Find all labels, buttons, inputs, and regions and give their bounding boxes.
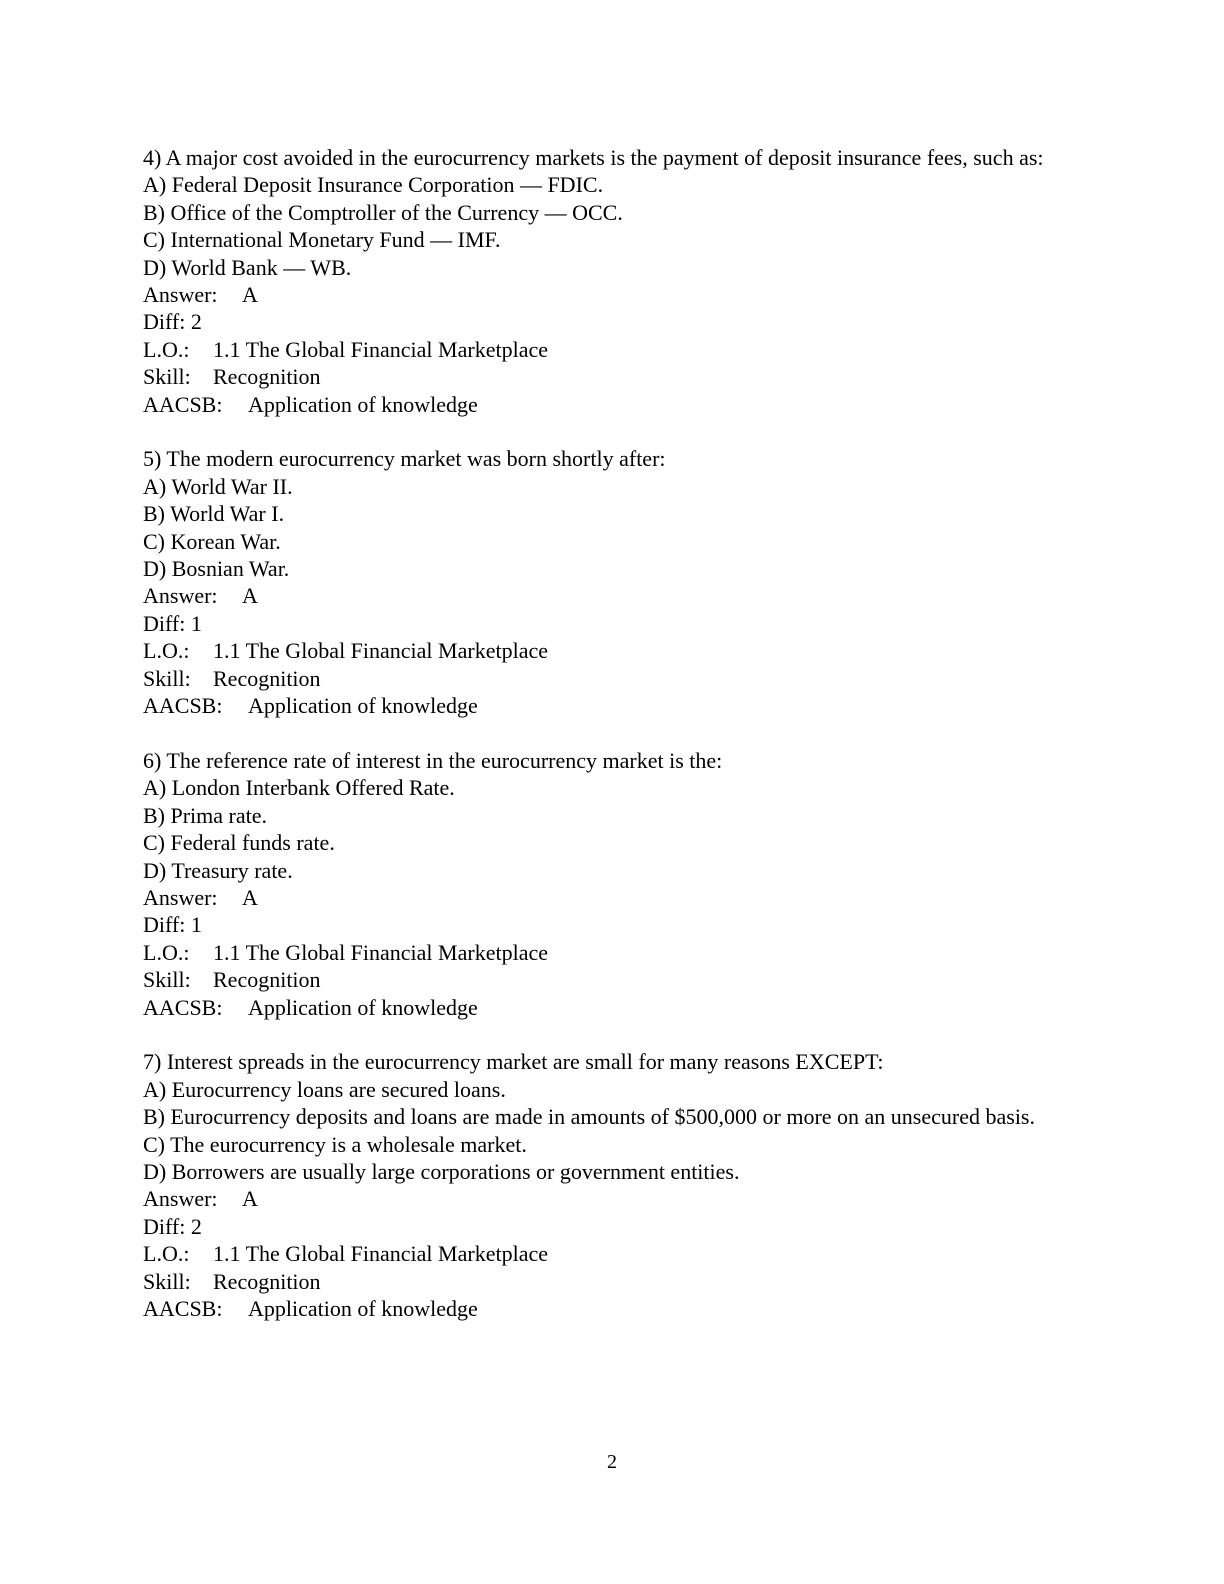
question-7 xyxy=(143,1048,1083,1322)
aacsb-line xyxy=(143,1295,1083,1322)
aacsb-value: Application of knowledge xyxy=(248,1296,478,1322)
option-a: A) London Interbank Offered Rate. xyxy=(143,775,455,801)
skill-value: Recognition xyxy=(213,1268,321,1294)
answer-label: Answer: xyxy=(143,884,218,910)
answer-line xyxy=(143,884,1083,911)
learning-objective-line xyxy=(143,1240,1083,1267)
learning-objective-line xyxy=(143,939,1083,966)
answer-label: Answer: xyxy=(143,282,218,308)
lo-label: L.O.: xyxy=(143,638,190,664)
lo-value: 1.1 The Global Financial Marketplace xyxy=(213,336,548,362)
skill-line xyxy=(143,363,1083,390)
option-b: B) Prima rate. xyxy=(143,802,268,828)
aacsb-line xyxy=(143,994,1083,1021)
skill-value: Recognition xyxy=(213,364,321,390)
option-b: B) Office of the Comptroller of the Currency — OCC. xyxy=(143,199,623,225)
answer-label: Answer: xyxy=(143,583,218,609)
answer-value: A xyxy=(242,1186,258,1212)
option-c: C) The eurocurrency is a wholesale market. xyxy=(143,1131,527,1157)
aacsb-label: AACSB: xyxy=(143,391,223,417)
answer-value: A xyxy=(242,282,258,308)
question-stem: 4) A major cost avoided in the eurocurrency markets is the payment of deposit insurance fees, such as: xyxy=(143,145,1044,170)
lo-value: 1.1 The Global Financial Marketplace xyxy=(213,939,548,965)
skill-line xyxy=(143,966,1083,993)
lo-value: 1.1 The Global Financial Marketplace xyxy=(213,1241,548,1267)
question-4 xyxy=(143,144,1083,418)
aacsb-label: AACSB: xyxy=(143,1296,223,1322)
lo-value: 1.1 The Global Financial Marketplace xyxy=(213,638,548,664)
option-c: C) Federal funds rate. xyxy=(143,830,335,856)
option-c: C) Korean War. xyxy=(143,528,281,554)
option-d: D) Treasury rate. xyxy=(143,857,293,883)
question-stem: 7) Interest spreads in the eurocurrency market are small for many reasons EXCEPT: xyxy=(143,1049,884,1075)
difficulty-line: Diff: 1 xyxy=(143,610,202,636)
skill-value: Recognition xyxy=(213,665,321,691)
option-a: A) World War II. xyxy=(143,473,293,499)
difficulty-line: Diff: 2 xyxy=(143,309,202,335)
lo-label: L.O.: xyxy=(143,939,190,965)
answer-line xyxy=(143,582,1083,609)
document-page xyxy=(143,144,1083,1350)
skill-label: Skill: xyxy=(143,364,191,390)
option-a: A) Federal Deposit Insurance Corporation — FDIC. xyxy=(143,172,604,198)
option-c: C) International Monetary Fund — IMF. xyxy=(143,227,501,253)
answer-value: A xyxy=(242,583,258,609)
skill-line xyxy=(143,1268,1083,1295)
lo-label: L.O.: xyxy=(143,336,190,362)
aacsb-label: AACSB: xyxy=(143,994,223,1020)
skill-label: Skill: xyxy=(143,967,191,993)
difficulty-line: Diff: 2 xyxy=(143,1213,202,1239)
answer-line xyxy=(143,281,1083,308)
aacsb-label: AACSB: xyxy=(143,693,223,719)
question-stem: 6) The reference rate of interest in the eurocurrency market is the: xyxy=(143,747,723,773)
aacsb-value: Application of knowledge xyxy=(248,391,478,417)
answer-label: Answer: xyxy=(143,1186,218,1212)
aacsb-value: Application of knowledge xyxy=(248,693,478,719)
lo-label: L.O.: xyxy=(143,1241,190,1267)
skill-value: Recognition xyxy=(213,967,321,993)
aacsb-line xyxy=(143,391,1083,418)
option-d: D) World Bank — WB. xyxy=(143,254,352,280)
skill-label: Skill: xyxy=(143,665,191,691)
question-5 xyxy=(143,445,1083,719)
answer-line xyxy=(143,1185,1083,1212)
option-b: B) Eurocurrency deposits and loans are made in amounts of $500,000 or more on an unsecured basis. xyxy=(143,1104,1035,1130)
learning-objective-line xyxy=(143,637,1083,664)
page-number: 2 xyxy=(607,1451,617,1473)
aacsb-line xyxy=(143,692,1083,719)
aacsb-value: Application of knowledge xyxy=(248,994,478,1020)
option-b: B) World War I. xyxy=(143,501,285,527)
option-a: A) Eurocurrency loans are secured loans. xyxy=(143,1076,506,1102)
question-stem: 5) The modern eurocurrency market was born shortly after: xyxy=(143,446,666,472)
answer-value: A xyxy=(242,884,258,910)
question-6 xyxy=(143,747,1083,1021)
difficulty-line: Diff: 1 xyxy=(143,912,202,938)
skill-line xyxy=(143,665,1083,692)
option-d: D) Borrowers are usually large corporations or government entities. xyxy=(143,1158,740,1184)
skill-label: Skill: xyxy=(143,1268,191,1294)
learning-objective-line xyxy=(143,336,1083,363)
option-d: D) Bosnian War. xyxy=(143,556,290,582)
